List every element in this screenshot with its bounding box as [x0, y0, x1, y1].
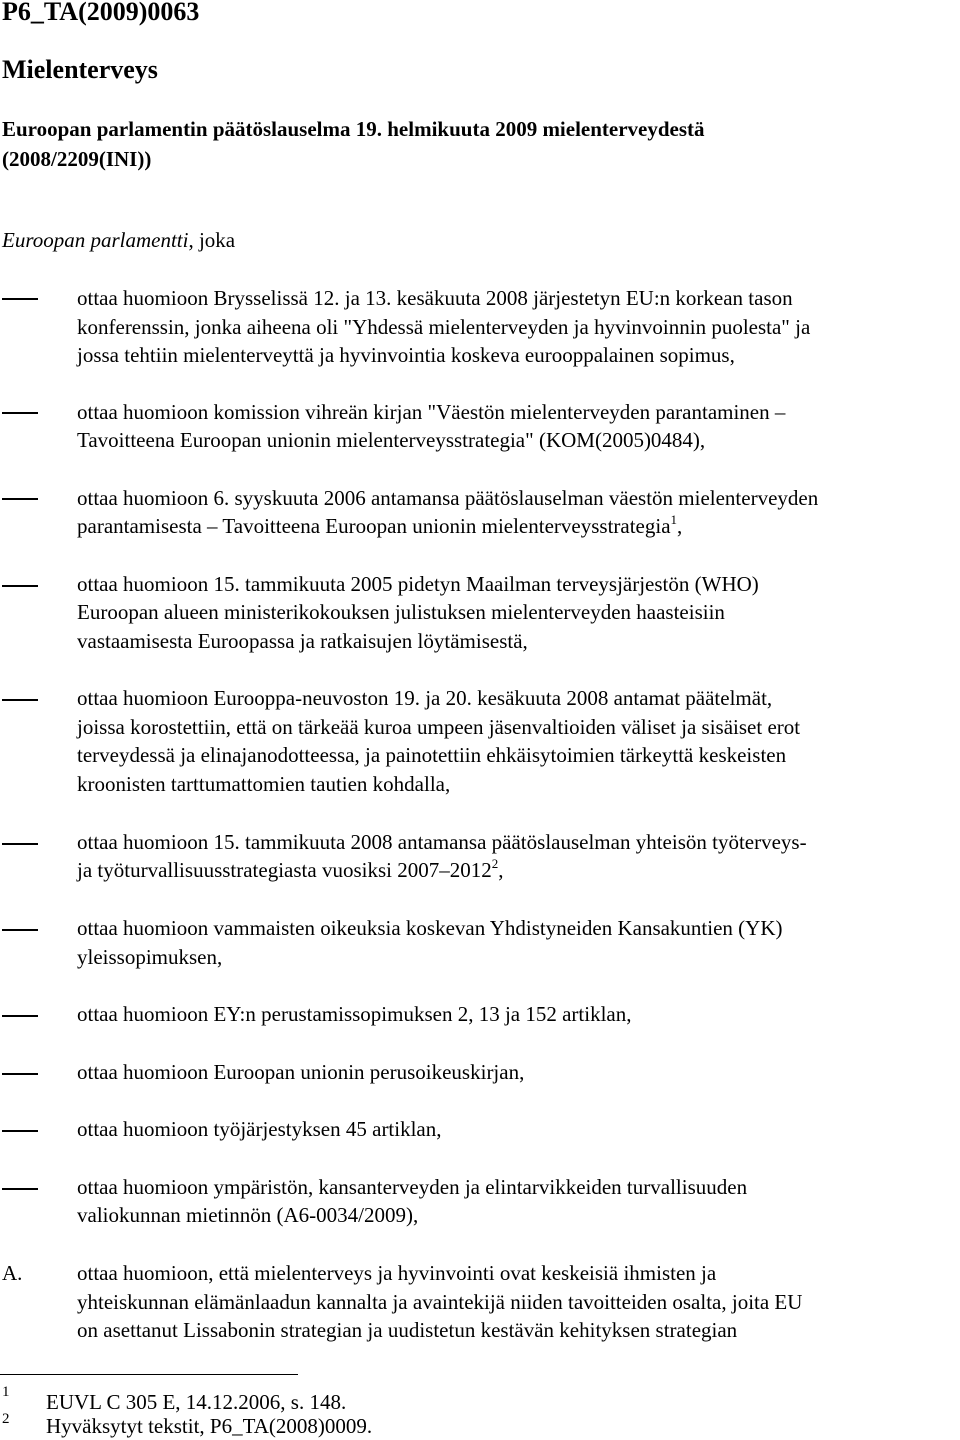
item-8-line-1: ottaa huomioon EY:n perustamissopimuksen 2, 13 ja 152 artiklan, — [77, 1002, 632, 1026]
footnote-ref-1[interactable]: 1 — [670, 512, 678, 527]
item-3-tail: , — [677, 514, 683, 538]
item-4-line-3: vastaamisesta Euroopassa ja ratkaisujen löytämisestä, — [77, 629, 528, 653]
dash-bullet — [2, 412, 38, 414]
item-2-line-1: ottaa huomioon komission vihreän kirjan "Väestön mielenterveyden parantaminen – — [77, 400, 786, 424]
item-3-text: parantamisesta – Tavoitteena Euroopan unionin mielenterveysstrategia — [77, 514, 671, 538]
subtitle-line-2: (2008/2209(INI)) — [2, 147, 152, 171]
page-title: Mielenterveys — [2, 55, 158, 84]
item-5-line-2: joissa korostettiin, että on tärkeää kuroa umpeen jäsenvaltioiden väliset ja sisäiset erot — [77, 715, 801, 739]
item-3-line-1: ottaa huomioon 6. syyskuuta 2006 antamansa päätöslauselman väestön mielenterveyden — [77, 486, 819, 510]
dash-bullet — [2, 929, 38, 931]
dash-bullet — [2, 843, 38, 845]
item-1-line-2: konferenssin, jonka aiheena oli "Yhdessä mielenterveyden ja hyvinvoinnin puolesta" ja — [77, 315, 811, 339]
item-4-line-2: Euroopan alueen ministerikokouksen julistuksen mielenterveyden haasteisiin — [77, 600, 725, 624]
intro-line — [2, 228, 235, 252]
footnote-1-text: EUVL C 305 E, 14.12.2006, s. 148. — [46, 1390, 347, 1414]
dash-bullet — [2, 1015, 38, 1017]
footnote-separator — [0, 1374, 298, 1375]
dash-bullet — [2, 298, 38, 300]
intro-italic: Euroopan parlamentti — [2, 228, 189, 252]
footnote-number-1: 1 — [2, 1384, 10, 1400]
recital-a-line-1: ottaa huomioon, että mielenterveys ja hyvinvointi ovat keskeisiä ihmisten ja — [77, 1261, 717, 1285]
item-5-line-1: ottaa huomioon Eurooppa-neuvoston 19. ja 20. kesäkuuta 2008 antamat päätelmät, — [77, 686, 773, 710]
item-1-line-1: ottaa huomioon Brysselissä 12. ja 13. kesäkuuta 2008 järjestetyn EU:n korkean tason — [77, 286, 793, 310]
dash-bullet — [2, 585, 38, 587]
item-9-line-1: ottaa huomioon Euroopan unionin perusoikeuskirjan, — [77, 1060, 525, 1084]
item-5-line-4: kroonisten tarttumattomien tautien kohdalla, — [77, 772, 451, 796]
item-6-line-1: ottaa huomioon 15. tammikuuta 2008 antamansa päätöslauselman yhteisön työterveys- — [77, 830, 807, 854]
item-6-text: ja työturvallisuusstrategiasta vuosiksi 2007–2012 — [77, 858, 492, 882]
item-3-line-2 — [77, 514, 682, 538]
doc-id: P6_TA(2009)0063 — [2, 0, 200, 26]
item-7-line-1: ottaa huomioon vammaisten oikeuksia koskevan Yhdistyneiden Kansakuntien (YK) — [77, 916, 783, 940]
footnote-ref-2[interactable]: 2 — [491, 856, 499, 871]
dash-bullet — [2, 1188, 38, 1190]
subtitle-line-1: Euroopan parlamentin päätöslauselma 19. helmikuuta 2009 mielenterveydestä — [2, 117, 705, 141]
item-6-line-2 — [77, 858, 503, 882]
item-11-line-1: ottaa huomioon ympäristön, kansanterveyden ja elintarvikkeiden turvallisuuden — [77, 1175, 748, 1199]
dash-bullet — [2, 1130, 38, 1132]
item-6-tail: , — [498, 858, 504, 882]
footnote-number-2: 2 — [2, 1411, 10, 1427]
footnote-2-text: Hyväksytyt tekstit, P6_TA(2008)0009. — [46, 1414, 373, 1438]
item-5-line-3: terveydessä ja elinajanodotteessa, ja painotettiin ehkäisytoimien tärkeyttä keskeisten — [77, 743, 787, 767]
item-10-line-1: ottaa huomioon työjärjestyksen 45 artiklan, — [77, 1117, 442, 1141]
item-2-line-2: Tavoitteena Euroopan unionin mielenterveysstrategia" (KOM(2005)0484), — [77, 428, 706, 452]
item-1-line-3: jossa tehtiin mielenterveyttä ja hyvinvointia koskeva eurooppalainen sopimus, — [77, 343, 735, 367]
item-7-line-2: yleissopimuksen, — [77, 945, 223, 969]
recital-letter: A. — [2, 1261, 23, 1285]
item-11-line-2: valiokunnan mietinnön (A6-0034/2009), — [77, 1203, 419, 1227]
intro-rest: , joka — [188, 228, 236, 252]
recital-a-line-3: on asettanut Lissabonin strategian ja uudistetun kestävän kehityksen strategian — [77, 1318, 738, 1342]
item-4-line-1: ottaa huomioon 15. tammikuuta 2005 pidetyn Maailman terveysjärjestön (WHO) — [77, 572, 759, 596]
dash-bullet — [2, 498, 38, 500]
dash-bullet — [2, 699, 38, 701]
dash-bullet — [2, 1073, 38, 1075]
recital-a-line-2: yhteiskunnan elämänlaadun kannalta ja avaintekijä niiden tavoitteiden osalta, joita EU — [77, 1290, 803, 1314]
